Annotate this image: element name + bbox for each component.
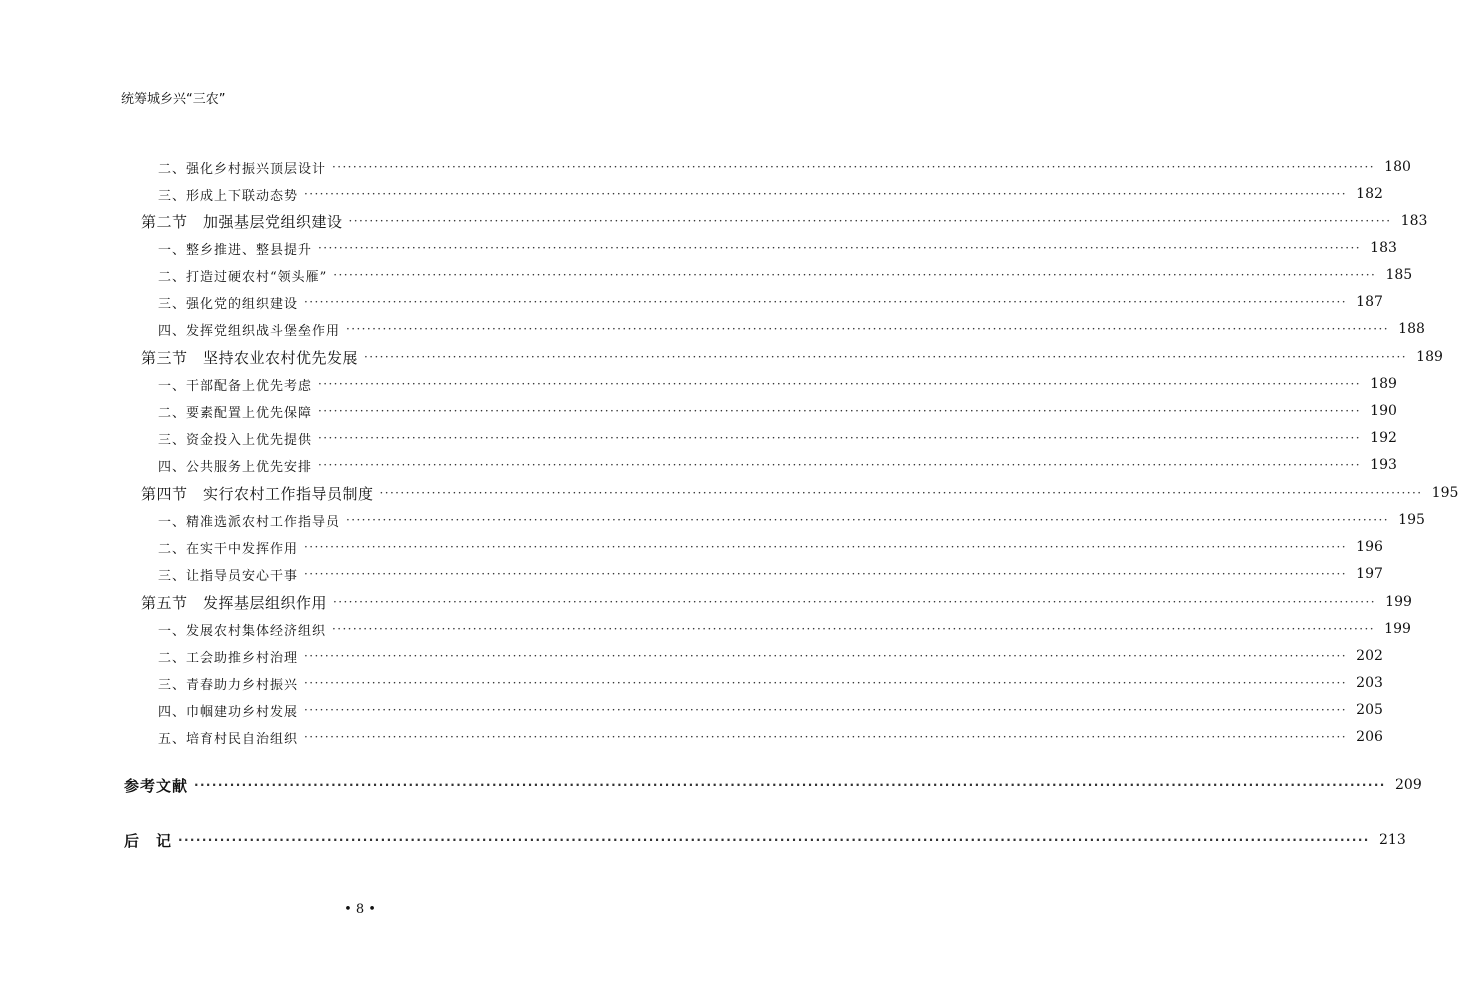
toc-entry-title: 二、强化乡村振兴顶层设计 [158, 161, 327, 177]
dot-leader: ········································································································································································································ [304, 540, 1347, 554]
toc-page-number: 193 [1370, 457, 1397, 473]
toc-page-number: 209 [1395, 777, 1422, 793]
toc-entry [158, 536, 1383, 558]
toc-page-number: 182 [1356, 186, 1383, 202]
dot-leader: ········································································································································································································ [348, 214, 1392, 228]
toc-page-number: 187 [1356, 294, 1383, 310]
toc-entry-title: 第四节 实行农村工作指导员制度 [141, 484, 374, 503]
dot-leader: ········································································································································································································ [304, 730, 1347, 744]
toc-entry-title: 四、公共服务上优先安排 [158, 459, 313, 475]
dot-leader: ········································································································································································································ [332, 622, 1375, 636]
dot-leader: ········································································································································································································ [304, 187, 1347, 201]
toc-page-number: 188 [1398, 321, 1425, 337]
toc-entry [158, 672, 1383, 694]
toc-entry [158, 373, 1397, 395]
toc-entry-title: 三、形成上下联动态势 [158, 188, 299, 204]
toc-page-number: 195 [1431, 485, 1458, 501]
toc-entry-title: 二、打造过硬农村“领头雁” [158, 269, 328, 285]
dot-leader: ········································································································································································································ [346, 513, 1389, 527]
dot-leader: ········································································································································································································ [332, 160, 1375, 174]
toc-page-number: 183 [1370, 240, 1397, 256]
toc-page-number: 180 [1384, 159, 1411, 175]
dot-leader: ········································································································································································································ [318, 377, 1361, 391]
toc-page-number: 203 [1356, 675, 1383, 691]
toc-entry-title: 第二节 加强基层党组织建设 [141, 212, 343, 231]
toc-page-number: 195 [1398, 512, 1425, 528]
toc-entry-title: 参考文献 [124, 776, 189, 795]
running-head: 统筹城乡兴“三农” [121, 92, 226, 107]
toc-page-number: 199 [1385, 594, 1412, 610]
toc-page-number: 205 [1356, 702, 1383, 718]
dot-leader: ········································································································································································································ [304, 703, 1347, 717]
dot-leader: ········································································································································································································ [304, 295, 1347, 309]
toc-entry-title: 四、巾帼建功乡村发展 [158, 704, 299, 720]
dot-leader: ········································································································································································································ [318, 241, 1361, 255]
toc-entry [158, 645, 1383, 667]
toc-entry-title: 后 记 [124, 831, 173, 850]
toc-entry-title: 一、整乡推进、整县提升 [158, 242, 313, 258]
toc-entry [158, 509, 1425, 531]
toc-entry-title: 三、强化党的组织建设 [158, 296, 299, 312]
toc-section-entry [141, 210, 1428, 232]
toc-entry-title: 五、培育村民自治组织 [158, 731, 299, 747]
dot-leader: ········································································································································································································ [194, 778, 1386, 792]
toc-entry [158, 264, 1413, 286]
toc-entry-title: 三、资金投入上优先提供 [158, 432, 313, 448]
toc-chapter-entry [124, 774, 1422, 796]
toc-chapter-entry [124, 829, 1406, 851]
toc-entry-title: 二、要素配置上优先保障 [158, 405, 313, 421]
dot-leader: ········································································································································································································ [304, 649, 1347, 663]
toc-section-entry [141, 482, 1458, 504]
toc-entry-title: 四、发挥党组织战斗堡垒作用 [158, 323, 341, 339]
toc-entry [158, 400, 1397, 422]
toc-entry-title: 第五节 发挥基层组织作用 [141, 593, 328, 612]
dot-leader: ········································································································································································································ [178, 833, 1370, 847]
toc-entry [158, 156, 1411, 178]
toc-page-number: 196 [1356, 539, 1383, 555]
toc-entry-title: 第三节 坚持农业农村优先发展 [141, 348, 359, 367]
toc-page-number: 183 [1400, 213, 1428, 229]
toc-page-number: 189 [1370, 376, 1397, 392]
dot-leader: ········································································································································································································ [304, 676, 1347, 690]
toc-page-number: 202 [1356, 648, 1383, 664]
toc-page-number: 197 [1356, 566, 1383, 582]
dot-leader: ········································································································································································································ [318, 458, 1361, 472]
toc-entry [158, 427, 1397, 449]
toc-entry [158, 183, 1383, 205]
toc-entry [158, 618, 1411, 640]
toc-page-number: 192 [1370, 430, 1397, 446]
dot-leader: ········································································································································································································ [304, 567, 1347, 581]
toc-page-number: 206 [1356, 729, 1383, 745]
dot-leader: ········································································································································································································ [318, 404, 1361, 418]
toc-entry-title: 一、精准选派农村工作指导员 [158, 514, 341, 530]
dot-leader: ········································································································································································································ [364, 350, 1407, 364]
toc-entry-title: 一、干部配备上优先考虑 [158, 378, 313, 394]
toc-entry [158, 318, 1425, 340]
dot-leader: ········································································································································································································ [333, 595, 1376, 609]
toc-entry-title: 二、在实干中发挥作用 [158, 541, 299, 557]
toc-section-entry [141, 346, 1443, 368]
toc-section-entry [141, 591, 1412, 613]
dot-leader: ········································································································································································································ [379, 486, 1423, 500]
toc-entry-title: 三、青春助力乡村振兴 [158, 677, 299, 693]
toc-entry [158, 563, 1383, 585]
toc-page-number: 213 [1379, 832, 1406, 848]
toc-entry-title: 一、发展农村集体经济组织 [158, 623, 327, 639]
toc-page-number: 199 [1384, 621, 1411, 637]
toc-entry [158, 237, 1397, 259]
toc-page-number: 185 [1385, 267, 1413, 283]
dot-leader: ········································································································································································································ [333, 268, 1377, 282]
toc-entry [158, 699, 1383, 721]
page-number: • 8 • [344, 902, 376, 917]
toc-entry-title: 三、让指导员安心干事 [158, 568, 299, 584]
dot-leader: ········································································································································································································ [318, 431, 1361, 445]
toc-entry [158, 726, 1383, 748]
toc-page-number: 189 [1416, 349, 1443, 365]
dot-leader: ········································································································································································································ [346, 322, 1389, 336]
toc-entry-title: 二、工会助推乡村治理 [158, 650, 299, 666]
toc-page-number: 190 [1370, 403, 1397, 419]
toc-entry [158, 291, 1383, 313]
toc-entry [158, 454, 1397, 476]
